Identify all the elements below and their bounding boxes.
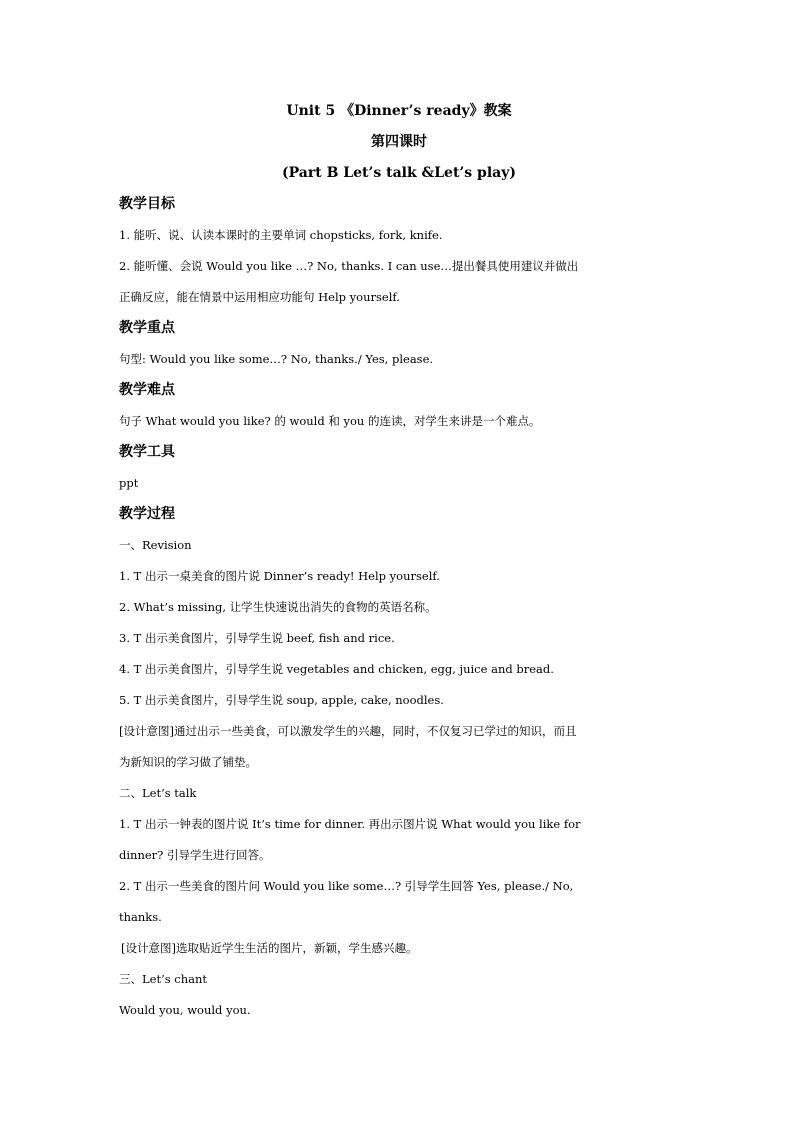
paragraph-line: 句型: Would you like some…? No, thanks./ Yes, please. [119, 352, 434, 366]
paragraph-line: Would you, would you. [119, 1003, 251, 1017]
document-body [119, 96, 679, 1026]
subsection-lets-talk: 二、Let’s talk [119, 786, 197, 800]
lesson-part: (Part B Let’s talk &Let’s play) [282, 165, 516, 181]
section-heading-tools: 教学工具 [119, 444, 175, 460]
subsection-lets-chant: 三、Let’s chant [119, 972, 208, 986]
paragraph-line: 1. 能听、说、认读本课时的主要单词 chopsticks, fork, knife. [119, 228, 443, 242]
design-intent-line: [设计意图]通过出示一些美食，可以激发学生的兴趣，同时，不仅复习已学过的知识，而且 [119, 724, 577, 738]
subsection-revision: 一、Revision [119, 538, 192, 552]
paragraph-line: 5. T 出示美食图片，引导学生说 soup, apple, cake, noodles. [119, 693, 444, 707]
section-heading-objectives: 教学目标 [119, 196, 175, 212]
paragraph-line: 3. T 出示美食图片，引导学生说 beef, fish and rice. [119, 631, 395, 645]
paragraph-line: 2. 能听懂、会说 Would you like …? No, thanks. I can use…提出餐具使用建议并做出 [119, 259, 579, 273]
paragraph-line: thanks. [119, 910, 162, 924]
paragraph-line: 1. T 出示一桌美食的图片说 Dinner’s ready! Help yourself. [119, 569, 440, 583]
lesson-number: 第四课时 [371, 134, 427, 150]
paragraph-line: 句子 What would you like? 的 would 和 you 的连读，对学生来讲是一个难点。 [119, 414, 541, 428]
design-intent-line: 为新知识的学习做了铺垫。 [119, 755, 257, 769]
section-heading-difficulties: 教学难点 [119, 382, 175, 398]
section-heading-key-points: 教学重点 [119, 320, 175, 336]
paragraph-line: 正确反应，能在情景中运用相应功能句 Help yourself. [119, 290, 400, 304]
section-heading-procedure: 教学过程 [119, 506, 175, 522]
paragraph-line: 2. What’s missing, 让学生快速说出消失的食物的英语名称。 [119, 600, 437, 614]
paragraph-line: dinner? 引导学生进行回答。 [119, 848, 271, 862]
paragraph-line: 1. T 出示一钟表的图片说 It’s time for dinner. 再出示图片说 What would you like for [119, 817, 581, 831]
design-intent-line: [设计意图]选取贴近学生生活的图片，新颖，学生感兴趣。 [121, 941, 418, 955]
paragraph-line: 4. T 出示美食图片，引导学生说 vegetables and chicken, egg, juice and bread. [119, 662, 554, 676]
document-title: Unit 5 《Dinner’s ready》教案 [286, 103, 512, 119]
paragraph-line: 2. T 出示一些美食的图片问 Would you like some…? 引导学生回答 Yes, please./ No, [119, 879, 574, 893]
paragraph-line: ppt [119, 476, 139, 490]
